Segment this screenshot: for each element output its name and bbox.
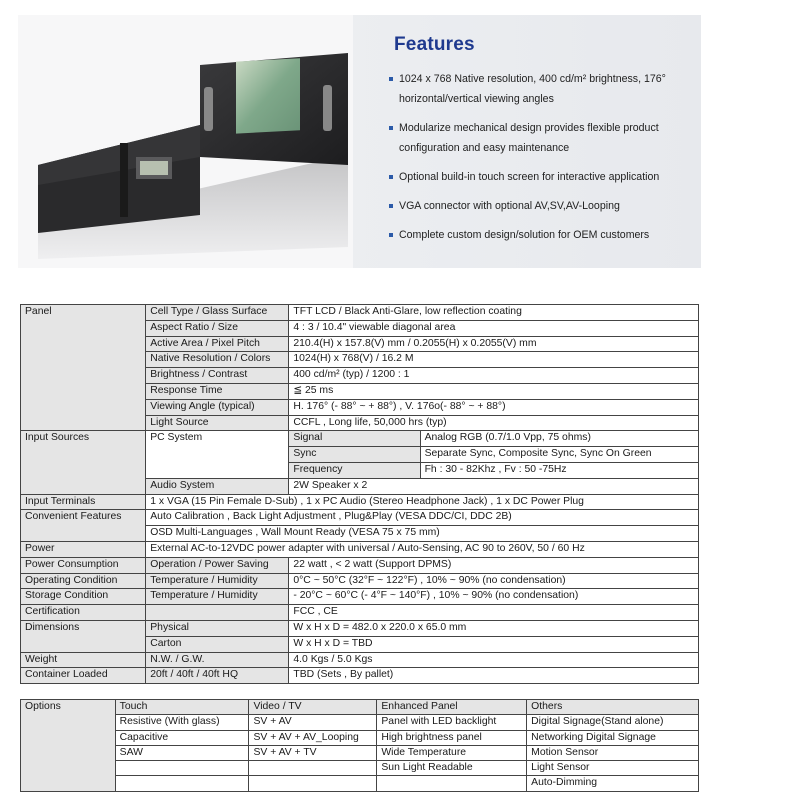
table-row: OSD Multi-Languages , Wall Mount Ready (VESA 75 x 75 mm) bbox=[21, 526, 699, 542]
table-row: Input Terminals 1 x VGA (15 Pin Female D-Sub) , 1 x PC Audio (Stereo Headphone Jack) , 1 x DC Power Plug bbox=[21, 494, 699, 510]
product-banner bbox=[18, 15, 701, 268]
bullet-icon bbox=[389, 175, 393, 179]
table-row: Frequency Fh : 30 - 82Khz , Fv : 50 -75Hz bbox=[21, 462, 699, 478]
table-row: SAW SV + AV + TV Wide Temperature Motion Sensor bbox=[21, 745, 699, 760]
table-row: Panel Cell Type / Glass Surface TFT LCD / Black Anti-Glare, low reflection coating bbox=[21, 305, 699, 321]
table-row: Carton W x H x D = TBD bbox=[21, 636, 699, 652]
options-table bbox=[20, 699, 699, 792]
table-row: Audio System 2W Speaker x 2 bbox=[21, 478, 699, 494]
bullet-icon bbox=[389, 233, 393, 237]
feature-item: 1024 x 768 Native resolution, 400 cd/m² brightness, 176° bbox=[389, 69, 699, 89]
feature-item: Complete custom design/solution for OEM customers bbox=[389, 225, 699, 245]
table-row: Power External AC-to-12VDC power adapter with universal / Auto-Sensing, AC 90 to 260V, 50 / 60 Hz bbox=[21, 541, 699, 557]
feature-item: VGA connector with optional AV,SV,AV-Looping bbox=[389, 196, 699, 216]
table-row: Convenient Features Auto Calibration , Back Light Adjustment , Plug&Play (VESA DDC/CI, DDC 2B) bbox=[21, 510, 699, 526]
table-row: Aspect Ratio / Size 4 : 3 / 10.4" viewable diagonal area bbox=[21, 320, 699, 336]
table-row: Active Area / Pixel Pitch 210.4(H) x 157.8(V) mm / 0.2055(H) x 0.2055(V) mm bbox=[21, 336, 699, 352]
options-label: Options bbox=[21, 700, 116, 792]
feature-item: Optional build-in touch screen for interactive application bbox=[389, 167, 699, 187]
table-row: Response Time ≦ 25 ms bbox=[21, 383, 699, 399]
table-row: Input Sources PC System Signal Analog RGB (0.7/1.0 Vpp, 75 ohms) bbox=[21, 431, 699, 447]
features-panel bbox=[375, 15, 701, 268]
options-header: Enhanced Panel bbox=[377, 700, 527, 715]
table-row: Auto-Dimming bbox=[21, 776, 699, 791]
options-header: Touch bbox=[115, 700, 249, 715]
feature-item: horizontal/vertical viewing angles bbox=[399, 93, 554, 105]
table-row: Sun Light Readable Light Sensor bbox=[21, 761, 699, 776]
feature-item: Modularize mechanical design provides flexible product bbox=[389, 118, 699, 138]
table-row: Container Loaded 20ft / 40ft / 40ft HQ TBD (Sets , By pallet) bbox=[21, 668, 699, 684]
table-row: Resistive (With glass) SV + AV Panel with LED backlight Digital Signage(Stand alone) bbox=[21, 715, 699, 730]
rack-monitor-image bbox=[18, 15, 353, 268]
table-row: Certification FCC , CE bbox=[21, 605, 699, 621]
product-photo bbox=[18, 15, 353, 268]
table-row: Dimensions Physical W x H x D = 482.0 x 220.0 x 65.0 mm bbox=[21, 620, 699, 636]
table-row: Storage Condition Temperature / Humidity - 20°C ~ 60°C (- 4°F ~ 140°F) , 10% ~ 90% (no condensation) bbox=[21, 589, 699, 605]
feature-item: configuration and easy maintenance bbox=[399, 142, 570, 154]
table-row: Weight N.W. / G.W. 4.0 Kgs / 5.0 Kgs bbox=[21, 652, 699, 668]
specifications-table bbox=[20, 304, 699, 684]
bullet-icon bbox=[389, 77, 393, 81]
bullet-icon bbox=[389, 126, 393, 130]
table-row: Operating Condition Temperature / Humidity 0°C ~ 50°C (32°F ~ 122°F) , 10% ~ 90% (no condensation) bbox=[21, 573, 699, 589]
options-header: Video / TV bbox=[249, 700, 377, 715]
row-header-input-sources: Input Sources bbox=[21, 431, 146, 494]
table-row: Light Source CCFL , Long life, 50,000 hrs (typ) bbox=[21, 415, 699, 431]
table-row: Brightness / Contrast 400 cd/m² (typ) / 1200 : 1 bbox=[21, 368, 699, 384]
options-header: Others bbox=[527, 700, 699, 715]
table-row: Sync Separate Sync, Composite Sync, Sync On Green bbox=[21, 447, 699, 463]
table-row bbox=[21, 700, 699, 715]
table-row: Viewing Angle (typical) H. 176° (- 88° ~ + 88°) , V. 176o(- 88° ~ + 88°) bbox=[21, 399, 699, 415]
table-row: Native Resolution / Colors 1024(H) x 768(V) / 16.2 M bbox=[21, 352, 699, 368]
bullet-icon bbox=[389, 204, 393, 208]
row-header-panel: Panel bbox=[21, 305, 146, 431]
table-row: Capacitive SV + AV + AV_Looping High brightness panel Networking Digital Signage bbox=[21, 730, 699, 745]
features-list bbox=[389, 69, 699, 245]
table-row: Power Consumption Operation / Power Saving 22 watt , < 2 watt (Support DPMS) bbox=[21, 557, 699, 573]
features-title: Features bbox=[394, 34, 475, 55]
